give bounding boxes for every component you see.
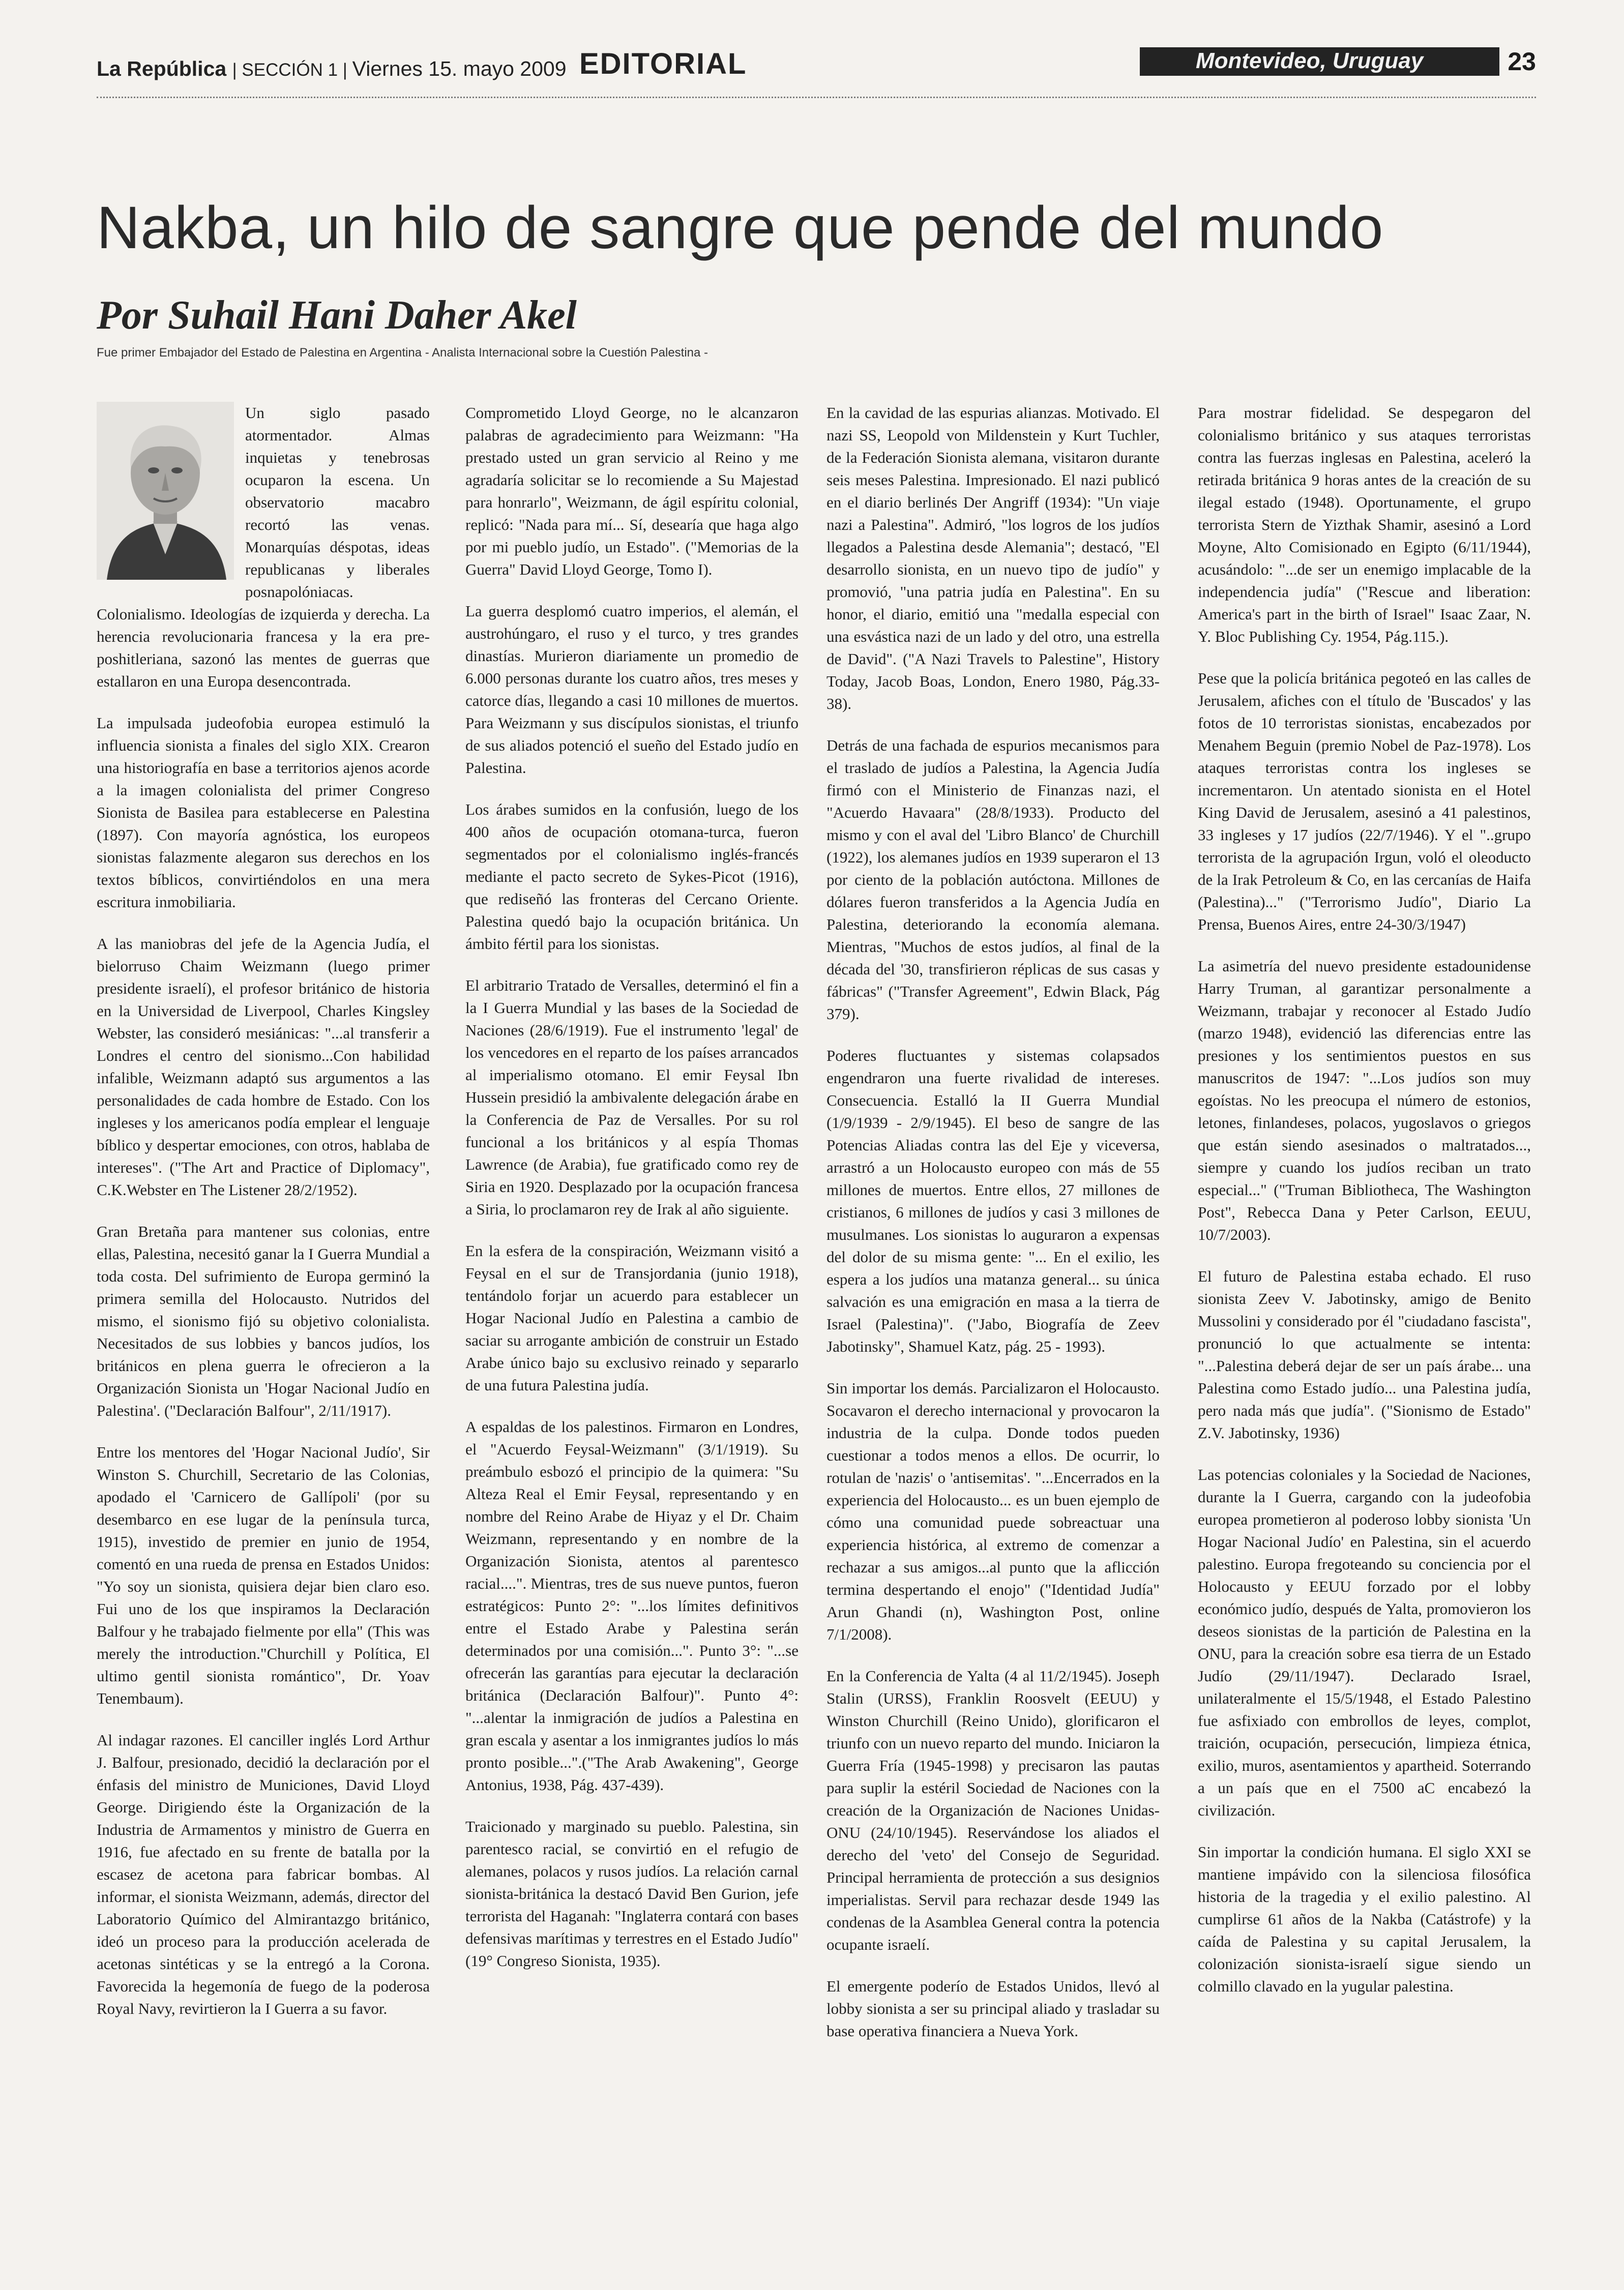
paragraph: Las potencias coloniales y la Sociedad de Naciones, durante la I Guerra, cargando con la judeofobia europea prometieron al poderoso lobby sionista 'Un Hogar Nacional Judío' en Palestina, sin el acuerdo palestino. Europa fregoteando su conciencia por el Holocausto y EEUU forzado por el lobby económico judío, después de Yalta, promovieron los deseos sionistas de la partición de Palestina en la ONU, para la creación sobre esa tierra de un Estado Judío (29/11/1947). Declarado Israel, unilateralmente el 15/5/1948, el Estado Palestino fue asfixiado con embrollos de leyes, complot, traición, ocupación, persecución, limpieza étnica, exilio, muros, asentamientos y apartheid. Soterrando a un país que en el 7500 aC encabezó la civilización.: [1198, 1466, 1531, 1819]
article-column-2: [465, 402, 799, 1991]
paragraph: En la cavidad de las espurias alianzas. Motivado. El nazi SS, Leopold von Mildenstein y Kurt Tuchler, de la Federación Sionista alemana, visitaron durante seis meses Palestina. Impresionado. El nazi publicó en el diario berlinés Der Angriff (1934): "Un viaje nazi a Palestina". Admiró, "los logros de los judíos llegados a Palestina desde Alemania"; destacó, "El desarrollo sionista, en un nuevo tipo de judío" y promovió, "una patria judía en Palestina". En su honor, el diario, emitió una "medalla especial con una esvástica nazi de un lado y del otro, una estrella de David". ("A Nazi Travels to Palestine", History Today, Jacob Boas, London, Enero 1980, Pág.33-38).: [826, 404, 1160, 712]
paragraph: Detrás de una fachada de espurios mecanismos para el traslado de judíos a Palestina, la Agencia Judía firmó con el Ministerio de Finanzas nazi, el "Acuerdo Havaara" (28/8/1933). Producto del mismo y con el aval del 'Libro Blanco' de Churchill (1922), los alemanes judíos en 1939 superaron el 13 por ciento de la población autóctona. Millones de dólares fueron transferidos a la Agencia Judía en Palestina, deteriorando la economía alemana. Mientras, "Muchos de estos judíos, al final de la década del '30, transfirieron réplicas de sus casas y fábricas" ("Transfer Agreement", Edwin Black, Pág 379).: [826, 736, 1160, 1023]
article-column-3: [826, 402, 1160, 2062]
paragraph: A espaldas de los palestinos. Firmaron en Londres, el "Acuerdo Feysal-Weizmann" (3/1/1919). Su preámbulo esbozó el principio de la quimera: "Su Alteza Real el Emir Feysal, representando y en nombre del Reino Arabe de Hiyaz y el Dr. Chaim Weizmann, representando y en nombre de la Organización Sionista, atentos al parentesco racial....". Mientras, tres de sus nueve puntos, fueron estratégicos: Punto 2°: "...los límites definitivos entre el Estado Arabe y Palestina serán determinados por una comisión...". Punto 3°: "...se ofrecerán las garantías para ejecutar la declaración británica (Declaración Balfour)". Punto 4°: "...alentar la inmigración de judíos a Palestina en gran escala y asentar a los inmigrantes judíos lo más pronto posible...".("The Arab Awakening", George Antonius, 1938, Pág. 437-439).: [465, 1418, 799, 1794]
paragraph: Para mostrar fidelidad. Se despegaron del colonialismo británico y sus ataques terroristas contra las fuerzas inglesas en Palestina, aceleró la retirada británica 9 horas antes de la creación de su ilegal estado (1948). Oportunamente, el grupo terrorista Stern de Yizthak Shamir, asesinó a Lord Moyne, Alto Comisionado en Egipto (6/11/1944), acusándolo: "...de ser un enemigo implacable de la independencia judía" ("Rescue and liberation: America's part in the birth of Israel" Isaac Zaar, N. Y. Bloc Publishing Cy. 1954, Pág.115.).: [1198, 404, 1531, 645]
article-column-1: [97, 402, 430, 2039]
paragraph: Pese que la policía británica pegoteó en las calles de Jerusalem, afiches con el título de 'Buscados' y las fotos de 10 terroristas sionistas, encabezados por Menahem Beguin (premio Nobel de Paz-1978). Los ataques terroristas contra los ingleses se incrementaron. Un atentado sionista en el Hotel King David de Jerusalem, asesinó a 41 palestinos, 33 ingleses y 17 judíos (22/7/1946). Y el "..grupo terrorista de la agrupación Irgun, voló el oleoducto de la Irak Petroleum & Co, en las cercanías de Haifa (Palestina)..." ("Terrorismo Judío", Diario La Prensa, Buenos Aires, entre 24-30/3/1947): [1198, 669, 1531, 933]
paragraph: Un siglo pasado atormentador. Almas inquietas y tenebrosas ocuparon la escena. Un observatorio macabro recortó las venas. Monarquías déspotas, ideas republicanas y liberales posnapolóniacas. Colonialismo. Ideologías de izquierda y derecha. La herencia revolucionaria francesa y la era pre-poshitleriana, sazonó las mentes de guerras que estallaron en una Europa desencontrada.: [97, 404, 430, 690]
page-number: 23: [1508, 47, 1536, 76]
byline: Por Suhail Hani Daher Akel: [97, 293, 577, 338]
masthead: [97, 46, 1536, 81]
article-column-4: [1198, 402, 1531, 2017]
paragraph: Sin importar los demás. Parcializaron el Holocausto. Socavaron el derecho internacional y provocaron la industria de la culpa. Donde todos pueden cuestionar a todos menos a ellos. De ocurrir, lo rotulan de 'nazis' o 'antisemitas'. "...Encerrados en la experiencia del Holocausto... es un buen ejemplo de cómo una comunidad puede sobreactuar una experiencia histórica, al extremo de comenzar a rechazar a sus amigos...al punto que la aflicción termina despertando el enojo" ("Identidad Judía" Arun Ghandi (n), Washington Post, online 7/1/2008).: [826, 1379, 1160, 1643]
masthead-left: La República | SECCIÓN 1 | Viernes 15. mayo 2009 EDITORIAL: [97, 47, 747, 80]
paragraph: El futuro de Palestina estaba echado. El ruso sionista Zeev V. Jabotinsky, amigo de Benito Mussolini y considerado por él "ciudadano fascista", pronunció lo que actualmente se intenta: "...Palestina deberá dejar de ser un país árabe... una Palestina como Estado judío... una Palestina judía, pero nada más que judía". ("Sionismo de Estado" Z.V. Jabotinsky, 1936): [1198, 1267, 1531, 1442]
paragraph: Gran Bretaña para mantener sus colonias, entre ellas, Palestina, necesitó ganar la I Guerra Mundial a toda costa. Del sufrimiento de Europa germinó la primera semilla del Holocausto. Nutridos del mismo, el sionismo fijó su objetivo colonialista. Necesitados de sus lobbies y bancos judíos, los británicos en plena guerra le ofrecieron a la Organización Sionista un 'Hogar Nacional Judío en Palestina'. ("Declaración Balfour", 2/11/1917).: [97, 1223, 430, 1419]
paragraph: La guerra desplomó cuatro imperios, el alemán, el austrohúngaro, el ruso y el turco, y tres grandes dinastías. Murieron diariamente un promedio de 6.000 personas durante los cuatro años, tres meses y catorce días, llegando a casi 10 millones de muertos. Para Weizmann y sus discípulos sionistas, el triunfo de sus aliados potenció el sueño del Estado judío en Palestina.: [465, 602, 799, 777]
issue-date: Viernes 15. mayo 2009: [352, 57, 567, 80]
publication-name: La República: [97, 57, 227, 80]
category-label: EDITORIAL: [579, 47, 747, 80]
paragraph: Los árabes sumidos en la confusión, luego de los 400 años de ocupación otomana-turca, fueron segmentados por el colonialismo inglés-francés mediante el pacto secreto de Sykes-Picot (1916), que rediseñó las fronteras del Cercano Oriente. Palestina quedó bajo la ocupación británica. Un ámbito fértil para los sionistas.: [465, 800, 799, 953]
paragraph: En la Conferencia de Yalta (4 al 11/2/1945). Joseph Stalin (URSS), Franklin Roosvelt (EEUU) y Winston Churchill (Reino Unido), glorificaron el triunfo con un nuevo reparto del mundo. Iniciaron la Guerra Fría (1945-1998) y precisaron las pautas para suplir la estéril Sociedad de Naciones con la creación de la Organización de Naciones Unidas-ONU (24/10/1945). Reservándose los aliados el derecho del 'veto' del Consejo de Seguridad. Principal herramienta de protección a sus designios imperialistas. Servil para rechazar desde 1949 las condenas de la Asamblea General contra la potencia ocupante israelí.: [826, 1667, 1160, 1953]
paragraph: El arbitrario Tratado de Versalles, determinó el fin a la I Guerra Mundial y las bases de la Sociedad de Naciones (28/6/1919). Fue el instrumento 'legal' de los vencedores en el reparto de los países arrancados al imperialismo otomano. El emir Feysal Ibn Hussein presidió la ambivalente delegación árabe en la Conferencia de Paz de Versalles. Por su rol funcional a los británicos y al espía Thomas Lawrence (de Arabia), fue gratificado como rey de Siria en 1920. Desplazado por la ocupación francesa a Siria, lo proclamaron rey de Irak al año siguiente.: [465, 976, 799, 1218]
paragraph: Traicionado y marginado su pueblo. Palestina, sin parentesco racial, se convirtió en el refugio de alemanes, polacos y rusos judíos. La relación carnal sionista-británica la destacó David Ben Gurion, jefe terrorista del Haganah: "Inglaterra contará con bases defensivas marítimas y terrestres en el Estado Judío" (19° Congreso Sionista, 1935).: [465, 1818, 799, 1970]
headline: Nakba, un hilo de sangre que pende del mundo: [97, 194, 1384, 261]
masthead-right: [1140, 46, 1536, 77]
paragraph: La asimetría del nuevo presidente estadounidense Harry Truman, al garantizar personalmente a Weizmann, trabajar y reconocer al Estado Judío (marzo 1948), evidenció las diferencias entre las presiones y los sentimientos puestos en sus manuscritos de 1947: "...Los judíos son muy egoístas. No les preocupa el número de estonios, letones, finlandeses, polacos, yugoslavos o griegos que están siendo asesinados o maltratados..., siempre y cuando los judíos reciban un trato especial..." ("Truman Bibliotheca, The Washington Post", Rebecca Dana y Peter Carlson, EEUU, 10/7/2003).: [1198, 957, 1531, 1243]
paragraph: Sin importar la condición humana. El siglo XXI se mantiene impávido con la silenciosa filosófica historia de la tragedia y el exilio palestino. Al cumplirse 61 años de la Nakba (Catástrofe) y la caída de Palestina y su capital Jerusalem, la colonización sionista-israelí sigue siendo un colmillo clavado en la yugular palestina.: [1198, 1843, 1531, 1995]
section-label: SECCIÓN 1: [242, 60, 338, 80]
masthead-divider: [97, 97, 1536, 98]
paragraph: El emergente poderío de Estados Unidos, llevó al lobby sionista a ser su principal aliado y trasladar su base operativa financiera a Nueva York.: [826, 1977, 1160, 2040]
paragraph: A las maniobras del jefe de la Agencia Judía, el bielorruso Chaim Weizmann (luego primer presidente israelí), el profesor británico de historia en la Universidad de Liverpool, Charles Kingsley Webster, las consideró mesiánicas: "...al transferir a Londres el centro del sionismo...Con habilidad infalible, Weizmann adaptó sus argumentos a las personalidades de cada hombre de Estado. Con los ingleses y los americanos podía emplear el lenguaje bíblico y despertar emociones, con otros, hablaba de intereses". ("The Art and Practice of Diplomacy", C.K.Webster en The Listener 28/2/1952).: [97, 935, 430, 1199]
paragraph: Entre los mentores del 'Hogar Nacional Judío', Sir Winston S. Churchill, Secretario de las Colonias, apodado el 'Carnicero de Gallípoli' (por su desembarco en ese lugar de la península turca, 1915), investido de premier en junio de 1954, comentó en una rueda de prensa en Estados Unidos: "Yo soy un sionista, quisiera dejar bien claro eso. Fui uno de los que inspiramos la Declaración Balfour y he trabajado fielmente por ella" (This was merely the introduction."Churchill y Política, El ultimo gentil sionista romántico", Dr. Yoav Tenembaum).: [97, 1443, 430, 1707]
paragraph: Al indagar razones. El canciller inglés Lord Arthur J. Balfour, presionado, decidió la declaración por el énfasis del ministro de Municiones, David Lloyd George. Dirigiendo éste la Organización de la Industria de Armamentos y ministro de Guerra en 1916, fue afectado en su frente de batalla por la escasez de acetona para fabricar bombas. Al informar, el sionista Weizmann, además, director del Laboratorio Químico del Almirantazgo británico, ideó un proceso para la producción acelerada de acetonas sintéticas y se la entregó a la Corona. Favorecida la hegemonía de fuego de la poderosa Royal Navy, revirtieron la I Guerra a su favor.: [97, 1731, 430, 2017]
paragraph: La impulsada judeofobia europea estimuló la influencia sionista a finales del siglo XIX. Crearon una historiografía en base a territorios ajenos acorde a la imagen colonialista del primer Congreso Sionista de Basilea para establecerse en Palestina (1897). Con mayoría agnóstica, los europeos sionistas falazmente alegaron sus derechos en los textos bíblicos, convirtiéndolos en una mera escritura inmobiliaria.: [97, 714, 430, 911]
author-note: Fue primer Embajador del Estado de Palestina en Argentina - Analista Internacional sobre la Cuestión Palestina -: [97, 346, 708, 360]
paragraph: Comprometido Lloyd George, no le alcanzaron palabras de agradecimiento para Weizmann: "Ha prestado usted un gran servicio al Reino y me agradaría solicitar se lo recomiende a Su Majestad para honrarlo", Weizmann, de ágil espíritu colonial, replicó: "Nada para mí... Sí, desearía que haga algo por mi pueblo judío, un Estado". ("Memorias de la Guerra" David Lloyd George, Tomo I).: [465, 404, 799, 578]
author-photo: [97, 402, 234, 580]
paragraph: En la esfera de la conspiración, Weizmann visitó a Feysal en el sur de Transjordania (junio 1918), tentándolo forjar un acuerdo para establecer un Hogar Nacional Judío en Palestina a cambio de saciar su arrogante ambición de construir un Estado Arabe único bajo su exclusivo reinado y separarlo de una futura Palestina judía.: [465, 1242, 799, 1394]
location-banner: Montevideo, Uruguay: [1140, 47, 1499, 76]
paragraph: Poderes fluctuantes y sistemas colapsados engendraron una fuerte rivalidad de intereses. Consecuencia. Estalló la II Guerra Mundial (1/9/1939 - 2/9/1945). El beso de sangre de las Potencias Aliadas contra las del Eje y viceversa, arrastró a un Holocausto europeo con más de 55 millones de muertos. Entre ellos, 27 millones de cristianos, 6 millones de judíos y casi 3 millones de musulmanes. Los sionistas lo auguraron a expensas del dolor de su misma gente: "... En el exilio, les espera a los judíos una matanza general... su única salvación es una emigración en masa a la tierra de Israel (Palestina)". ("Jabo, Biografía de Zeev Jabotinsky", Shamuel Katz, pág. 25 - 1993).: [826, 1047, 1160, 1355]
